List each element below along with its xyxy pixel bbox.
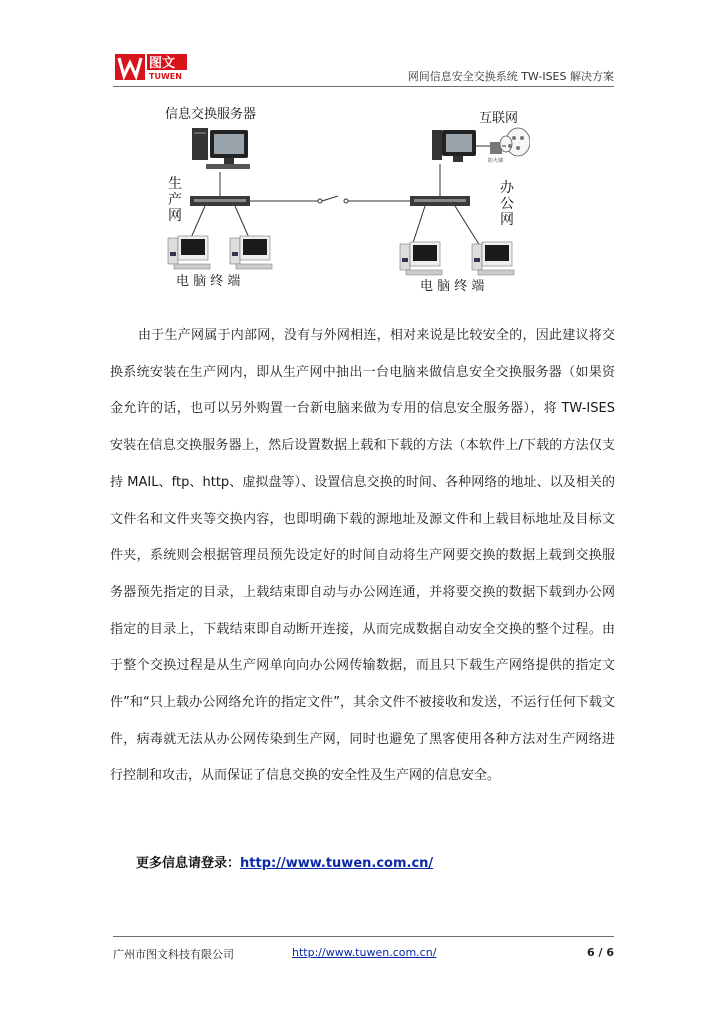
- production-net-char-3: 网: [168, 208, 182, 224]
- production-switch-icon: [190, 196, 250, 206]
- body-paragraph: 由于生产网属于内部网，没有与外网相连，相对来说是比较安全的，因此建议将交换系统安装在生产网内，即从生产网中抽出一台电脑来做信息安全交换服务器（如果资金允许的话，也可以另外购置一台新电脑来做为专用的信息安全服务器），将 TW-ISES 安装在信息交换服务器上，然后设置数据上载和下载的方法（本软件上/下载的方法仅支持 MAIL、ftp、http、虚拟盘等）、设置信息交换的时间、各种网络的地址、以及相关的文件名和文件夹等交换内容，也即明确下载的源地址及源文件和上载目标地址及目标文件夹，系统则会根据管理员预先设定好的时间自动将生产网要交换的数据上载到交换服务器预先指定的目录，上载结束即自动与办公网连通，并将要交换的数据下载到办公网指定的目录上，下载结束即自动断开连接，从而完成数据自动安全交换的整个过程。由于整个交换过程是从生产网单向向办公网传输数据，而且只下载生产网络提供的指定文件”和“只上载办公网络允许的指定文件”，其余文件不被接收和发送，不运行任何下载文件，病毒就无法从办公网传染到生产网，同时也避免了黑客使用各种方法对生产网络进行控制和攻击，从而保证了信息交换的安全性及生产网的信息安全。: [110, 328, 615, 784]
- company-logo: [113, 46, 208, 86]
- terminal-label-right: 电 脑 终 端: [420, 279, 485, 294]
- terminal-computer-icon: [400, 242, 442, 275]
- more-info-link[interactable]: http://www.tuwen.com.cn/: [240, 856, 434, 871]
- production-net-char-2: 产: [168, 192, 182, 208]
- server-computer-icon: [192, 128, 250, 169]
- firewall-label: 防火墙: [488, 158, 504, 164]
- internet-label: 互联网: [478, 111, 518, 126]
- internet-cloud-icon: [500, 128, 530, 156]
- header-title: 网间信息安全交换系统 TW-ISES 解决方案: [407, 70, 614, 83]
- logo-cn-text: 图文: [149, 56, 176, 71]
- server-label: 信息交换服务器: [165, 107, 257, 122]
- footer-divider: [113, 936, 614, 937]
- office-switch-icon: [410, 196, 470, 206]
- office-net-char-3: 网: [500, 212, 514, 228]
- body-section: [110, 318, 615, 795]
- office-net-char-1: 办: [500, 180, 514, 196]
- header-divider: [113, 86, 614, 87]
- network-switch-symbol: [322, 196, 338, 201]
- office-gateway-computer-icon: [432, 130, 476, 162]
- terminal-computer-icon: [168, 236, 210, 269]
- terminal-computer-icon: [230, 236, 272, 269]
- terminal-computer-icon: [472, 242, 514, 275]
- more-info-label: 更多信息请登录：: [136, 856, 241, 871]
- production-net-char-1: 生: [168, 176, 182, 192]
- terminal-label-left: 电 脑 终 端: [176, 274, 241, 289]
- footer-company: 广州市图文科技有限公司: [113, 948, 234, 961]
- network-diagram: [150, 100, 530, 300]
- footer-link[interactable]: http://www.tuwen.com.cn/: [292, 946, 437, 959]
- page-number: 6 / 6: [587, 946, 614, 959]
- office-net-char-2: 公: [500, 196, 514, 212]
- more-info: [136, 852, 433, 871]
- logo-en-text: TUWEN: [149, 72, 182, 81]
